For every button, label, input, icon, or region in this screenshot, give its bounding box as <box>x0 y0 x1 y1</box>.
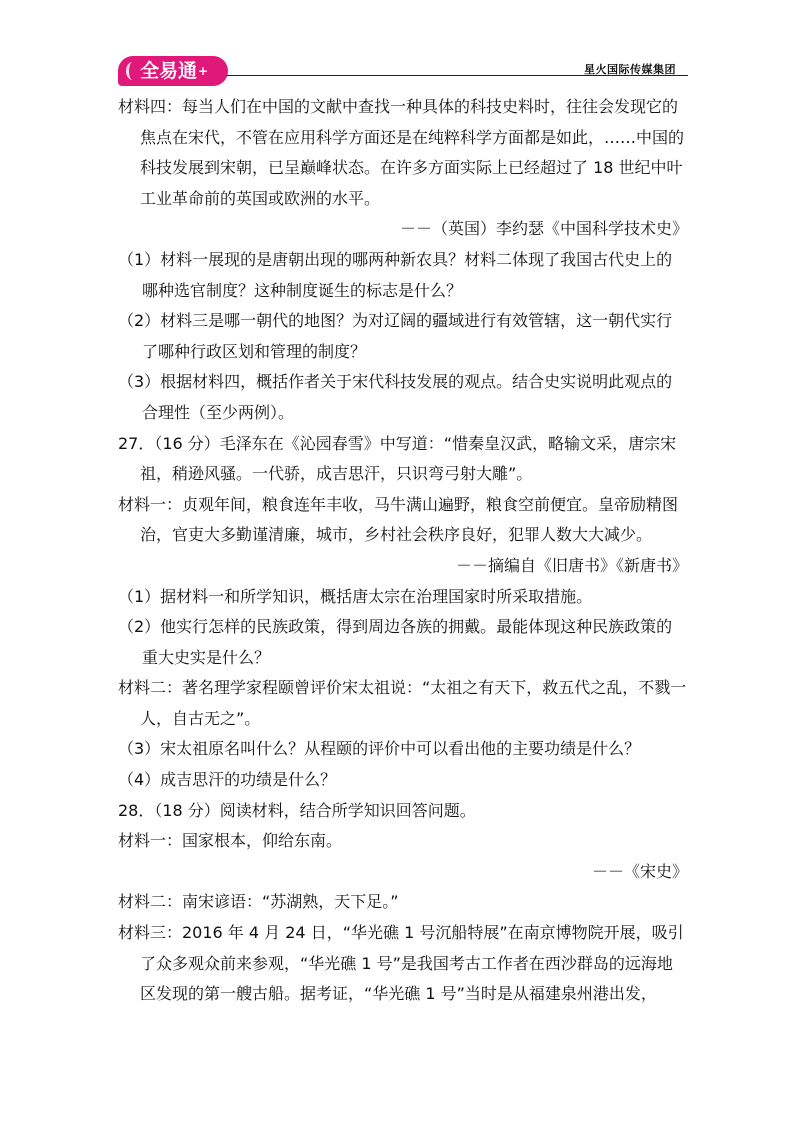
page-header <box>0 0 800 100</box>
question-item: （3）宋太祖原名叫什么？从程颐的评价中可以看出他的主要功绩是什么？ <box>118 739 641 759</box>
material-paragraph: 材料二：南宋谚语：“苏湖熟，天下足。” <box>118 892 399 912</box>
logo-text: 全易通 <box>140 60 198 82</box>
material-paragraph: 材料三：2016 年 4 月 24 日，“华光礁 1 号沉船特展”在南京博物院开展，吸引了众多观众前来参观，“华光礁 1 号”是我国考古工作者在西沙群岛的远海地区发现的第一艘古船。据考证，“华光礁 1 号”当时是从福建泉州港出发， <box>118 923 684 1004</box>
question-item: （3）根据材料四，概括作者关于宋代科技发展的观点。结合史实说明此观点的合理性（至少两例）。 <box>118 372 673 422</box>
brand-logo <box>118 56 228 86</box>
source-citation: －－《宋史》 <box>591 861 688 881</box>
question-item: （2）他实行怎样的民族政策，得到周边各族的拥戴。最能体现这种民族政策的重大史实是什么？ <box>118 617 673 667</box>
question-28-stem: 28．（18 分）阅读材料，结合所学知识回答问题。 <box>118 800 476 820</box>
material-paragraph: 材料一：国家根本，仰给东南。 <box>118 831 343 851</box>
question-item: （1）材料一展现的是唐朝出现的哪两种新农具？材料二体现了我国古代史上的哪种选官制度？这种制度诞生的标志是什么？ <box>118 249 673 300</box>
material-paragraph: 材料一：贞观年间，粮食连年丰收，马牛满山遍野，粮食空前便宜。皇帝励精图治，官吏大多勤谨清廉，城市，乡村社会秩序良好，犯罪人数大大减少。 <box>118 494 679 545</box>
material-paragraph: 材料二：著名理学家程颐曾评价宋太祖说：“太祖之有天下，救五代之乱，不戮一人，自古无之”。 <box>118 678 687 728</box>
document-body <box>118 92 688 1010</box>
company-name: 星火国际传媒集团 <box>584 63 676 76</box>
question-item: （1）据材料一和所学知识，概括唐太宗在治理国家时所采取措施。 <box>118 586 593 606</box>
logo-plus: + <box>198 64 209 78</box>
source-citation: －－摘编自《旧唐书》《新唐书》 <box>455 555 688 575</box>
logo-swoosh-icon <box>126 62 139 80</box>
question-item: （2）材料三是哪一朝代的地图？为对辽阔的疆域进行有效管辖，这一朝代实行了哪种行政区划和管理的制度？ <box>118 311 673 361</box>
question-item: （4）成吉思汗的功绩是什么？ <box>118 770 337 790</box>
material-four-paragraph: 材料四：每当人们在中国的文献中查找一种具体的科技史料时，往往会发现它的焦点在宋代，不管在应用科学方面还是在纯粹科学方面都是如此，……中国的科技发展到宋朝，已呈巅峰状态。在许多方面实际上已经超过了 18 世纪中叶工业革命前的英国或欧洲的水平。 <box>118 97 685 208</box>
source-citation: －－（英国）李约瑟《中国科学技术史》 <box>399 219 688 239</box>
question-27-stem: 27．（16 分）毛泽东在《沁园春雪》中写道：“惜秦皇汉武，略输文采，唐宗宋祖，稍逊风骚。一代骄，成吉思汗，只识弯弓射大雕”。 <box>118 433 677 484</box>
